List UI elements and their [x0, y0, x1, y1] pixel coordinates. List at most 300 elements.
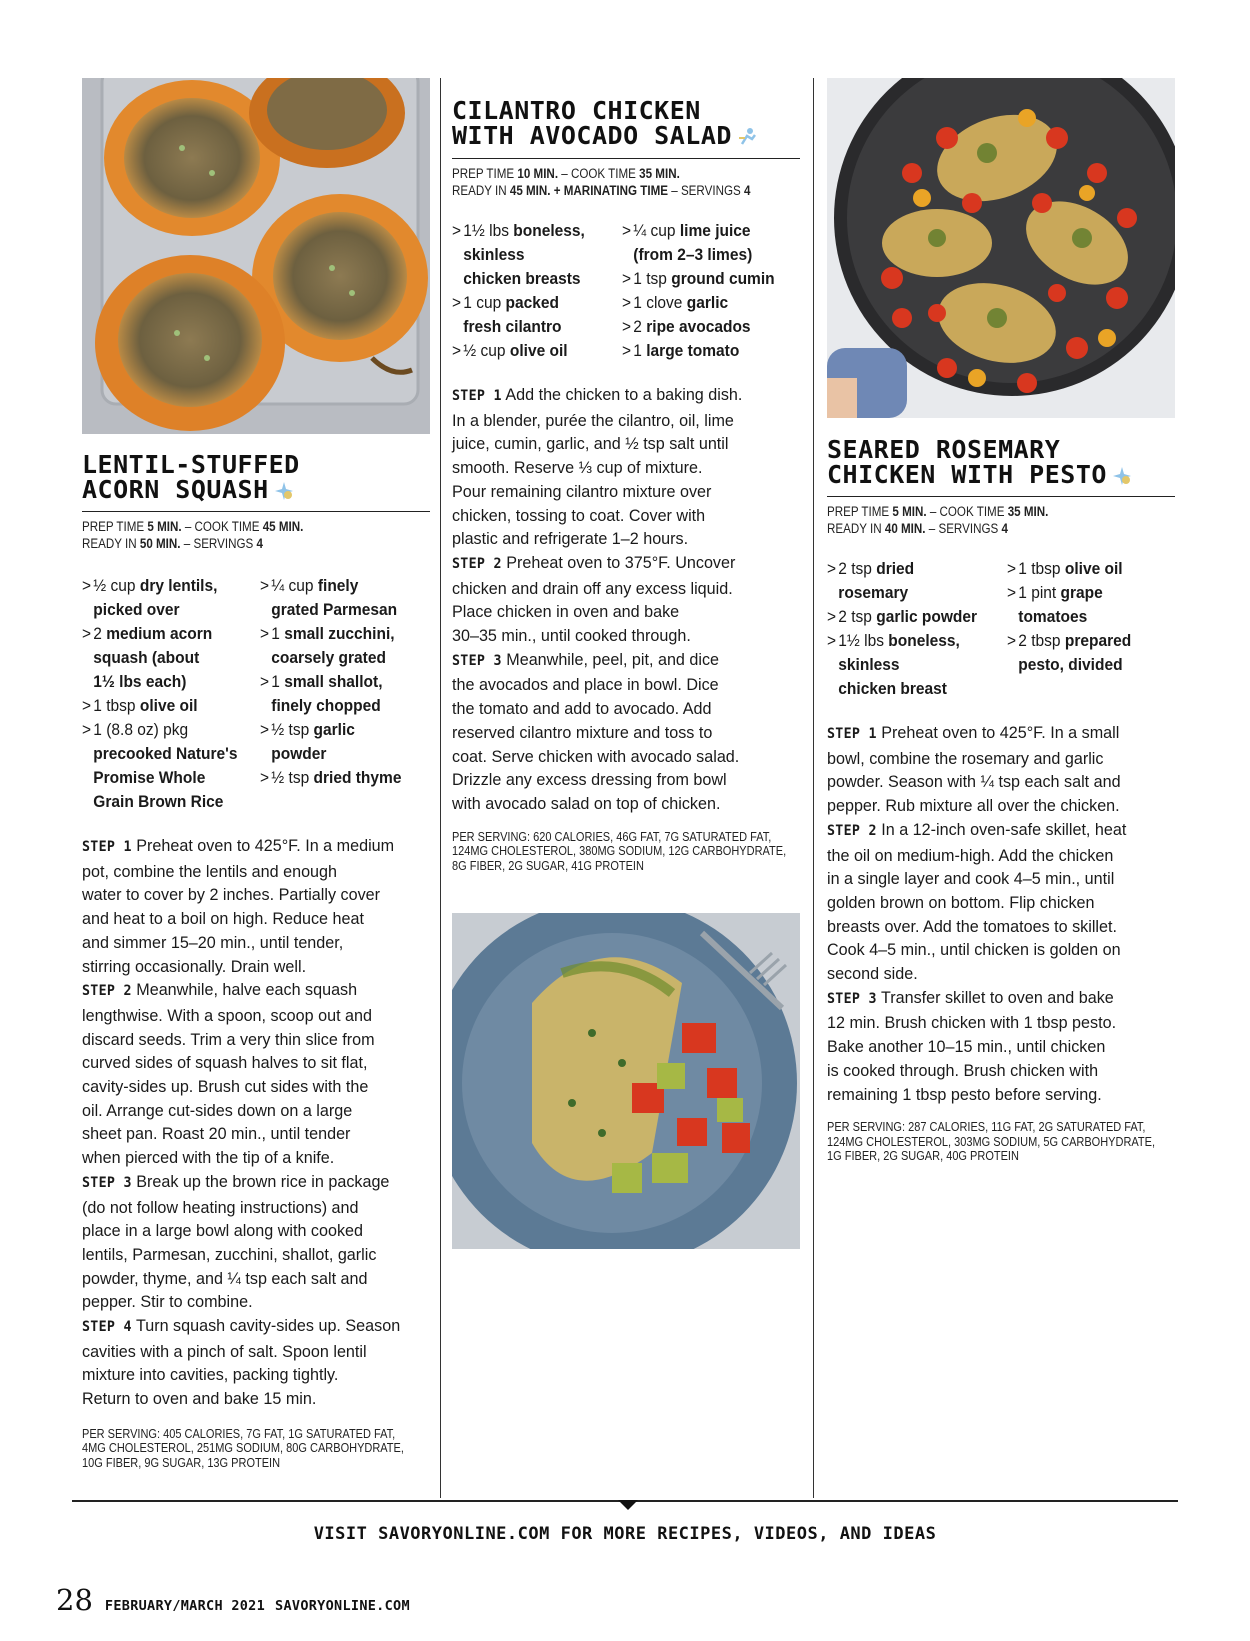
step-line — [82, 907, 429, 931]
ingredient-qty: 2 tsp — [838, 560, 872, 578]
ingredient-item: ground cumin — [671, 270, 775, 288]
dietary-badge-icon — [736, 126, 758, 148]
bullet-arrow-icon: > — [1007, 632, 1017, 650]
ingredient-qty: 1 tbsp — [93, 697, 136, 715]
ingredient-item: prepared — [1064, 632, 1132, 650]
ingredient-item: dry lentils, — [139, 577, 218, 595]
step-text: oil. Arrange cut-sides down on a large — [82, 1100, 353, 1120]
step-line — [82, 1075, 429, 1099]
bullet-arrow-icon: > — [260, 721, 270, 739]
step-text: 12 min. Brush chicken with 1 tbsp pesto. — [827, 1013, 1117, 1033]
ingredient-item: packed — [505, 294, 560, 312]
ingredient-line — [82, 718, 249, 742]
ingredient-qty: 1 pint — [1018, 584, 1057, 602]
step-label: STEP 3 — [452, 652, 502, 669]
ingredient-line — [82, 694, 249, 718]
title-line-1: LENTIL-STUFFED — [82, 450, 300, 479]
bullet-arrow-icon: > — [260, 769, 270, 787]
nutrition-info — [452, 830, 801, 874]
ingredient-item: finely chopped — [271, 697, 381, 715]
step-line — [452, 697, 799, 721]
nutrition-line: 124MG CHOLESTEROL, 303MG SODIUM, 5G CARBOHYDRATE, — [827, 1134, 1156, 1149]
ingredient-qty: ¼ cup — [271, 577, 314, 595]
recipe-meta: PREP TIME 5 MIN. – COOK TIME 35 MIN. READY IN 40 MIN. – SERVINGS 4 — [827, 496, 1175, 537]
step-line — [452, 432, 799, 456]
ingredient-line — [827, 581, 996, 605]
ingredient-line — [260, 694, 420, 718]
ingredient-item: grated Parmesan — [271, 601, 398, 619]
bullet-arrow-icon: > — [827, 560, 837, 578]
ingredient-item: dried — [876, 560, 915, 578]
ingredient-line — [452, 267, 612, 291]
title-line-1: CILANTRO CHICKEN — [452, 96, 701, 125]
recipe-title — [82, 452, 430, 502]
nutrition-line: 124MG CHOLESTEROL, 380MG SODIUM, 12G CARBOHYDRATE, — [452, 844, 787, 859]
bullet-arrow-icon: > — [82, 697, 92, 715]
bullet-arrow-icon: > — [622, 318, 632, 336]
ingredient-item: chicken breasts — [463, 270, 581, 288]
nutrition-line: PER SERVING: 620 CALORIES, 46G FAT, 7G SATURATED FAT, — [452, 829, 772, 844]
step-text: the oil on medium-high. Add the chicken — [827, 845, 1114, 865]
step-line — [827, 1083, 1174, 1107]
step-text: breasts over. Add the tomatoes to skillet. — [827, 916, 1117, 936]
step-text: Return to oven and bake 15 min. — [82, 1389, 317, 1409]
ingredient-line — [1007, 581, 1165, 605]
ingredient-item: boneless, — [888, 632, 960, 650]
step-text: stirring occasionally. Drain well. — [82, 956, 307, 976]
bullet-arrow-icon: > — [827, 632, 837, 650]
ingredient-column-right — [622, 219, 800, 363]
ingredient-item: tomatoes — [1018, 608, 1088, 626]
recipe-title — [827, 437, 1175, 487]
step-text: and heat to a boil on high. Reduce heat — [82, 909, 364, 929]
ingredient-qty: 1 clove — [633, 294, 683, 312]
ingredient-line — [622, 243, 789, 267]
ingredient-list — [827, 557, 1175, 701]
step-text: Turn squash cavity-sides up. Season — [135, 1316, 401, 1336]
step-text: the avocados and place in bowl. Dice — [452, 675, 719, 695]
step-text: Meanwhile, peel, pit, and dice — [506, 649, 720, 669]
step-line — [452, 768, 799, 792]
step-text: Transfer skillet to oven and bake — [880, 987, 1114, 1007]
step-line — [452, 409, 799, 433]
recipe-meta: PREP TIME 10 MIN. – COOK TIME 35 MIN. READY IN 45 MIN. + MARINATING TIME – SERVINGS 4 — [452, 158, 800, 199]
ingredient-item: pesto, divided — [1018, 656, 1123, 674]
ingredient-line — [260, 646, 420, 670]
ingredient-item: Grain Brown Rice — [93, 793, 224, 811]
ingredient-item: 1½ lbs each) — [93, 673, 187, 691]
step-line — [827, 867, 1174, 891]
step-line — [82, 1290, 429, 1314]
step-text: Preheat oven to 425°F. In a medium — [136, 836, 395, 855]
step-line — [82, 1387, 429, 1411]
ingredient-line — [82, 598, 249, 622]
step-line — [452, 792, 799, 816]
ingredient-qty: ½ tsp — [271, 769, 310, 787]
step-text: In a 12-inch oven-safe skillet, heat — [881, 819, 1127, 839]
step-text: powder. Season with ¼ tsp each salt and — [827, 772, 1121, 792]
step-text: plastic and refrigerate 1–2 hours. — [452, 529, 689, 549]
nutrition-info — [82, 1427, 431, 1471]
step-line — [82, 1363, 429, 1387]
site-url: SAVORYONLINE.COM — [275, 1598, 410, 1614]
ingredient-line — [82, 670, 249, 694]
ingredient-qty: 1 — [633, 342, 642, 360]
bullet-arrow-icon: > — [82, 577, 92, 595]
bullet-arrow-icon: > — [622, 294, 632, 312]
step-text: Meanwhile, halve each squash — [136, 980, 358, 1000]
bullet-arrow-icon: > — [260, 625, 270, 643]
ingredient-line — [82, 646, 249, 670]
ingredient-item: Promise Whole — [93, 769, 206, 787]
step-text: juice, cumin, garlic, and ½ tsp salt until — [452, 434, 729, 454]
title-line-2: WITH AVOCADO SALAD — [452, 123, 800, 148]
step-text: cavity-sides up. Brush cut sides with the — [82, 1077, 369, 1097]
step-text: curved sides of squash halves to sit flat, — [82, 1053, 368, 1073]
ingredient-line — [260, 574, 420, 598]
column-divider-left — [440, 78, 441, 1498]
footer-pointer-icon — [618, 1500, 638, 1510]
ingredient-item: precooked Nature's — [93, 745, 238, 763]
step-label: STEP 1 — [827, 726, 877, 742]
bullet-arrow-icon: > — [260, 577, 270, 595]
nutrition-line: 4MG CHOLESTEROL, 251MG SODIUM, 80G CARBOHYDRATE, — [82, 1441, 404, 1456]
step-text: coat. Serve chicken with avocado salad. — [452, 746, 740, 766]
bullet-arrow-icon: > — [622, 270, 632, 288]
footer-cta: VISIT SAVORYONLINE.COM FOR MORE RECIPES, VIDEOS, AND IDEAS — [313, 1524, 937, 1544]
nutrition-line: 1G FIBER, 2G SUGAR, 40G PROTEIN — [827, 1149, 1019, 1164]
ingredient-line — [82, 622, 249, 646]
page-folio — [56, 1583, 420, 1617]
step-text: Cook 4–5 min., until chicken is golden on — [827, 940, 1121, 960]
ingredient-line — [827, 677, 996, 701]
ingredient-line — [82, 574, 249, 598]
ingredient-item: chicken breast — [838, 680, 947, 698]
step-line — [452, 721, 799, 745]
bullet-arrow-icon: > — [82, 721, 92, 739]
step-line — [82, 1219, 429, 1243]
step-label: STEP 3 — [82, 1174, 132, 1191]
step-label: STEP 2 — [452, 555, 502, 572]
step-line — [82, 931, 429, 955]
ingredient-item: (from 2–3 limes) — [633, 246, 753, 264]
ingredient-item: lime juice — [679, 222, 751, 240]
recipe-lentil-squash — [82, 78, 430, 1470]
step-line — [452, 527, 799, 551]
dietary-badge-icon — [1111, 465, 1133, 487]
step-label: STEP 3 — [827, 990, 877, 1007]
ingredient-line — [260, 598, 420, 622]
bullet-arrow-icon: > — [452, 294, 462, 312]
ingredient-line — [827, 605, 996, 629]
step-line — [82, 978, 429, 1004]
step-text: Bake another 10–15 min., until chicken — [827, 1037, 1106, 1057]
bullet-arrow-icon: > — [622, 342, 632, 360]
step-line — [827, 770, 1174, 794]
ingredient-qty: 1 tbsp — [1018, 560, 1061, 578]
step-label: STEP 4 — [82, 1319, 132, 1336]
step-text: the tomato and add to avocado. Add — [452, 699, 712, 719]
step-line — [827, 891, 1174, 915]
step-label: STEP 2 — [82, 983, 132, 1000]
step-line — [452, 673, 799, 697]
step-text: pepper. Rub mixture all over the chicken. — [827, 796, 1120, 816]
ingredient-line — [82, 742, 249, 766]
ingredient-line — [452, 315, 612, 339]
step-list — [827, 721, 1175, 1106]
step-line — [827, 747, 1174, 771]
ingredient-line — [622, 267, 789, 291]
bullet-arrow-icon: > — [260, 673, 270, 691]
ingredient-column-right — [260, 574, 430, 814]
ingredient-item: boneless, — [513, 222, 585, 240]
ingredient-item: olive oil — [509, 342, 568, 360]
step-text: water to cover by 2 inches. Partially cover — [82, 885, 381, 905]
bullet-arrow-icon: > — [452, 342, 462, 360]
ingredient-item: rosemary — [838, 584, 909, 602]
nutrition-line: 10G FIBER, 9G SUGAR, 13G PROTEIN — [82, 1455, 281, 1470]
rosemary-chicken-photo — [827, 78, 1175, 418]
ingredient-line — [82, 766, 249, 790]
ingredient-qty: 2 — [93, 625, 102, 643]
ingredient-line — [452, 243, 612, 267]
step-text: remaining 1 tbsp pesto before serving. — [827, 1084, 1102, 1104]
step-line — [452, 600, 799, 624]
ingredient-qty: 2 — [633, 318, 642, 336]
page-number: 28 — [56, 1583, 93, 1617]
ingredient-column-right — [1007, 557, 1175, 701]
step-line — [452, 648, 799, 674]
ingredient-list — [82, 574, 430, 814]
ingredient-column-left — [827, 557, 1007, 701]
ingredient-line — [622, 339, 789, 363]
step-text: chicken, tossing to coat. Cover with — [452, 505, 706, 525]
bullet-arrow-icon: > — [1007, 560, 1017, 578]
step-text: in a single layer and cook 4–5 min., until — [827, 869, 1115, 889]
ingredient-qty: 1 cup — [463, 294, 502, 312]
step-line — [827, 844, 1174, 868]
ingredient-line — [622, 315, 789, 339]
ingredient-line — [622, 219, 789, 243]
step-line — [827, 1035, 1174, 1059]
step-line — [827, 721, 1174, 747]
ingredient-line — [260, 670, 420, 694]
step-line — [82, 883, 429, 907]
step-line — [82, 1243, 429, 1267]
title-line-2: ACORN SQUASH — [82, 477, 430, 502]
step-text: second side. — [827, 964, 918, 984]
ingredient-item: garlic — [686, 294, 729, 312]
ingredient-qty: 2 tsp — [838, 608, 872, 626]
step-text: with avocado salad on top of chicken. — [452, 793, 721, 813]
ingredient-qty: 1½ lbs — [838, 632, 884, 650]
ingredient-qty: 1 tsp — [633, 270, 667, 288]
dietary-badge-icon — [273, 480, 295, 502]
ingredient-item: skinless — [838, 656, 900, 674]
ingredient-qty: 1 — [271, 673, 280, 691]
step-text: place in a large bowl along with cooked — [82, 1221, 364, 1241]
step-text: golden brown on bottom. Flip chicken — [827, 892, 1095, 912]
step-text: Place chicken in oven and bake — [452, 602, 680, 622]
ingredient-item: skinless — [463, 246, 525, 264]
ingredient-column-left — [82, 574, 260, 814]
step-text: In a blender, purée the cilantro, oil, lime — [452, 410, 734, 430]
step-line — [82, 1051, 429, 1075]
acorn-squash-photo — [82, 78, 430, 434]
step-text: lengthwise. With a spoon, scoop out and — [82, 1005, 372, 1025]
step-line — [452, 383, 799, 409]
ingredient-item: small shallot, — [284, 673, 383, 691]
step-text: Add the chicken to a baking dish. — [505, 385, 743, 404]
step-line — [82, 1196, 429, 1220]
step-text: is cooked through. Brush chicken with — [827, 1060, 1099, 1080]
bullet-arrow-icon: > — [622, 222, 632, 240]
nutrition-line: PER SERVING: 405 CALORIES, 7G FAT, 1G SATURATED FAT, — [82, 1426, 396, 1441]
step-list — [82, 834, 430, 1411]
issue-date: FEBRUARY/MARCH 2021 — [104, 1598, 266, 1614]
ingredient-line — [1007, 629, 1165, 653]
step-text: Preheat oven to 375°F. Uncover — [506, 552, 736, 572]
ingredient-line — [260, 766, 420, 790]
nutrition-line: PER SERVING: 287 CALORIES, 11G FAT, 2G SATURATED FAT, — [827, 1120, 1146, 1135]
ingredient-item: large tomato — [646, 342, 740, 360]
step-line — [452, 577, 799, 601]
ingredient-item: garlic powder — [876, 608, 978, 626]
ingredient-qty: 1½ lbs — [463, 222, 509, 240]
step-line — [827, 818, 1174, 844]
step-text: Break up the brown rice in package — [136, 1171, 390, 1191]
step-text: 30–35 min., until cooked through. — [452, 626, 691, 646]
step-text: discard seeds. Trim a very thin slice from — [82, 1029, 375, 1049]
ingredient-line — [452, 291, 612, 315]
step-line — [827, 915, 1174, 939]
step-list — [452, 383, 800, 816]
recipe-meta: PREP TIME 5 MIN. – COOK TIME 45 MIN. READY IN 50 MIN. – SERVINGS 4 — [82, 511, 430, 552]
step-line — [82, 860, 429, 884]
step-line — [82, 1028, 429, 1052]
ingredient-line — [827, 653, 996, 677]
step-text: bowl, combine the rosemary and garlic — [827, 748, 1104, 768]
ingredient-item: squash (about — [93, 649, 200, 667]
recipe-cilantro-chicken — [452, 78, 800, 1249]
nutrition-line: 8G FIBER, 2G SUGAR, 41G PROTEIN — [452, 858, 644, 873]
ingredient-qty: 1 — [271, 625, 280, 643]
step-line — [827, 986, 1174, 1012]
recipe-title — [452, 98, 800, 148]
step-line — [82, 1267, 429, 1291]
bullet-arrow-icon: > — [1007, 584, 1017, 602]
step-text: reserved cilantro mixture and toss to — [452, 722, 713, 742]
recipe-rosemary-chicken — [827, 78, 1175, 1164]
ingredient-column-left — [452, 219, 622, 363]
step-text: and simmer 15–20 min., until tender, — [82, 932, 344, 952]
bullet-arrow-icon: > — [827, 608, 837, 626]
step-text: Pour remaining cilantro mixture over — [452, 481, 712, 501]
step-text: smooth. Reserve ⅓ cup of mixture. — [452, 458, 703, 478]
bullet-arrow-icon: > — [82, 625, 92, 643]
ingredient-qty: ½ cup — [93, 577, 136, 595]
step-text: mixture into cavities, packing tightly. — [82, 1365, 339, 1385]
column-divider-right — [813, 78, 814, 1498]
ingredient-line — [260, 622, 420, 646]
step-line — [452, 551, 799, 577]
step-label: STEP 1 — [452, 388, 502, 404]
ingredient-qty: ¼ cup — [633, 222, 676, 240]
ingredient-item: powder — [271, 745, 327, 763]
ingredient-item: fresh cilantro — [463, 318, 562, 336]
bullet-arrow-icon: > — [452, 222, 462, 240]
ingredient-item: ripe avocados — [646, 318, 751, 336]
step-text: cavities with a pinch of salt. Spoon lentil — [82, 1341, 367, 1361]
step-text: Preheat oven to 425°F. In a small — [881, 723, 1120, 742]
step-line — [82, 1122, 429, 1146]
step-line — [82, 1004, 429, 1028]
step-text: pot, combine the lentils and enough — [82, 861, 338, 881]
ingredient-line — [1007, 557, 1165, 581]
step-line — [452, 480, 799, 504]
ingredient-item: medium acorn — [106, 625, 213, 643]
ingredient-qty: ½ tsp — [271, 721, 310, 739]
ingredient-item: garlic — [313, 721, 355, 739]
ingredient-line — [1007, 605, 1165, 629]
step-line — [82, 1314, 429, 1340]
ingredient-item: dried thyme — [313, 769, 402, 787]
ingredient-line — [1007, 653, 1165, 677]
ingredient-item: grape — [1060, 584, 1103, 602]
step-line — [82, 1340, 429, 1364]
ingredient-line — [622, 291, 789, 315]
step-text: chicken and drain off any excess liquid. — [452, 578, 733, 598]
step-label: STEP 2 — [827, 822, 877, 839]
step-text: powder, thyme, and ¼ tsp each salt and — [82, 1268, 368, 1288]
ingredient-line — [827, 629, 996, 653]
ingredient-line — [452, 339, 612, 363]
ingredient-item: small zucchini, — [284, 625, 395, 643]
step-label: STEP 1 — [82, 839, 132, 855]
step-line — [82, 834, 429, 860]
step-line — [827, 794, 1174, 818]
ingredient-line — [82, 790, 249, 814]
step-text: pepper. Stir to combine. — [82, 1292, 253, 1312]
ingredient-line — [827, 557, 996, 581]
step-line — [452, 745, 799, 769]
ingredient-line — [260, 742, 420, 766]
step-line — [452, 456, 799, 480]
step-line — [827, 1011, 1174, 1035]
step-line — [82, 1099, 429, 1123]
nutrition-info — [827, 1120, 1176, 1164]
step-line — [82, 1146, 429, 1170]
step-line — [827, 1059, 1174, 1083]
title-line-1: SEARED ROSEMARY — [827, 435, 1061, 464]
ingredient-list — [452, 219, 800, 363]
step-line — [452, 624, 799, 648]
ingredient-item: picked over — [93, 601, 180, 619]
ingredient-item: coarsely grated — [271, 649, 386, 667]
title-line-2: CHICKEN WITH PESTO — [827, 462, 1175, 487]
ingredient-qty: 1 (8.8 oz) pkg — [93, 721, 189, 739]
ingredient-item: olive oil — [1064, 560, 1123, 578]
step-line — [827, 938, 1174, 962]
ingredient-qty: 2 tbsp — [1018, 632, 1061, 650]
step-text: when pierced with the tip of a knife. — [82, 1148, 335, 1168]
ingredient-item: finely — [317, 577, 359, 595]
step-text: lentils, Parmesan, zucchini, shallot, garlic — [82, 1244, 377, 1264]
ingredient-line — [452, 219, 612, 243]
step-line — [82, 1170, 429, 1196]
step-text: (do not follow heating instructions) and — [82, 1197, 359, 1217]
step-line — [827, 962, 1174, 986]
